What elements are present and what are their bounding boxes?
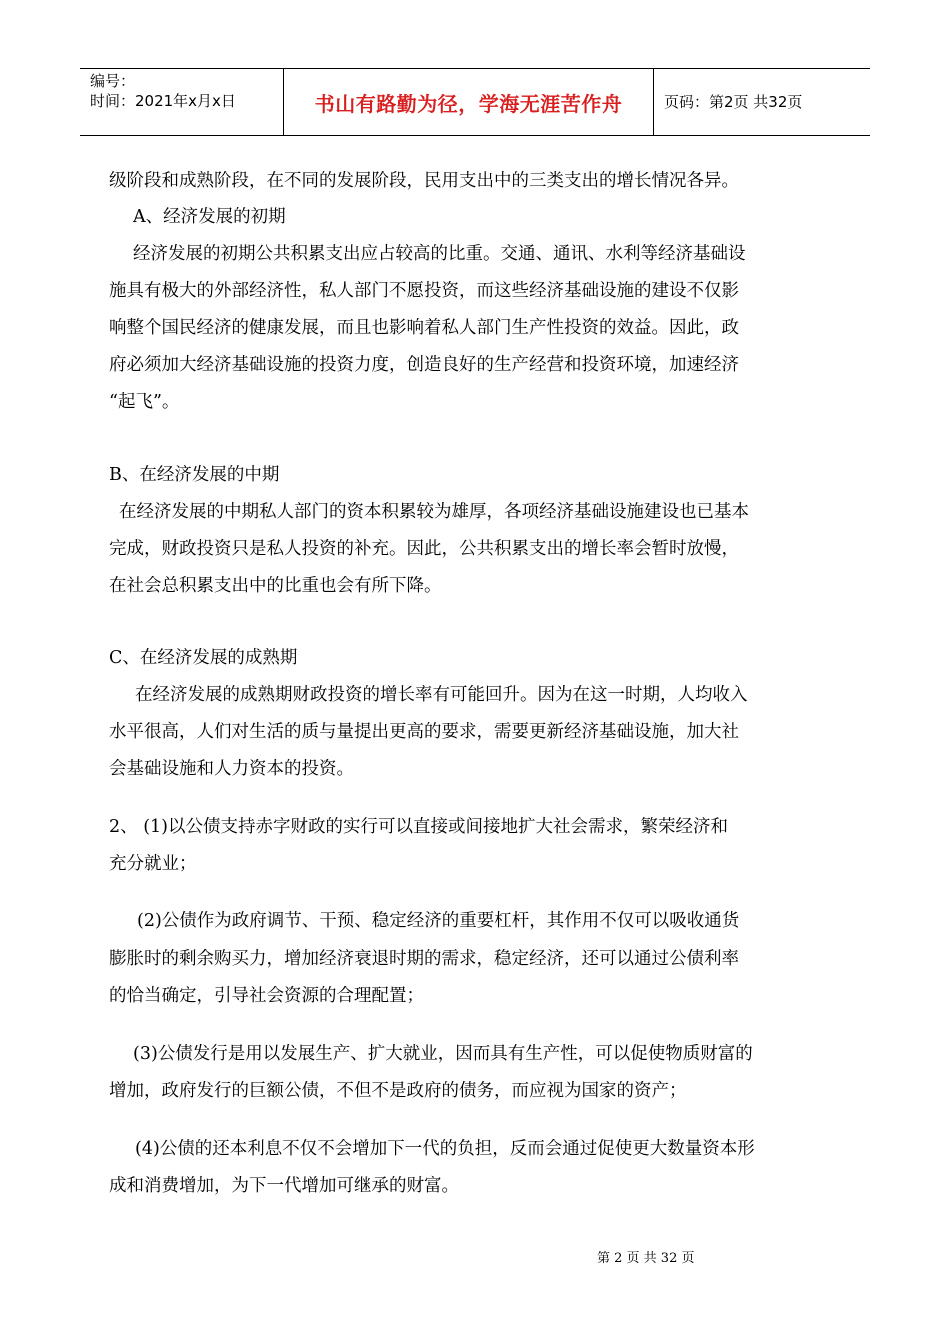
body-line: 膨胀时的剩余购买力，增加经济衰退时期的需求，稳定经济，还可以通过公债利率 — [109, 949, 739, 969]
body-line: (4)公债的还本利息不仅不会增加下一代的负担，反而会通过促使更大数量资本形 — [135, 1139, 755, 1159]
body-line: 在经济发展的成熟期财政投资的增长率有可能回升。因为在这一时期，人均收入 — [135, 685, 748, 705]
body-line: 会基础设施和人力资本的投资。 — [109, 759, 354, 779]
body-line: 府必须加大经济基础设施的投资力度，创造良好的生产经营和投资环境，加速经济 — [109, 355, 739, 375]
body-line: 充分就业； — [109, 854, 197, 874]
page-header — [80, 68, 870, 136]
body-line: 级阶段和成熟阶段，在不同的发展阶段，民用支出中的三类支出的增长情况各异。 — [109, 171, 739, 191]
header-page-cell — [654, 69, 870, 135]
body-line: 增加，政府发行的巨额公债，不但不是政府的债务，而应视为国家的资产； — [109, 1081, 687, 1101]
body-line: 在社会总积累支出中的比重也会有所下降。 — [109, 576, 442, 596]
body-line: 成和消费增加，为下一代增加可继承的财富。 — [109, 1176, 459, 1196]
header-motto: 书山有路勤为径，学海无涯苦作舟 — [314, 91, 623, 116]
document-date: 时间：2021年x月x日 — [90, 92, 236, 110]
body-line: (2)公债作为政府调节、干预、稳定经济的重要杠杆，其作用不仅可以吸收通货 — [137, 911, 740, 931]
header-page-info: 页码：第2页 共32页 — [664, 93, 803, 111]
section-heading-c: C、在经济发展的成熟期 — [109, 648, 298, 668]
document-code-label: 编号： — [90, 72, 136, 90]
page-footer: 第 2 页 共 32 页 — [597, 1251, 695, 1266]
body-line: 经济发展的初期公共积累支出应占较高的比重。交通、通讯、水利等经济基础设 — [133, 244, 746, 264]
header-meta — [80, 69, 283, 135]
body-line: 水平很高，人们对生活的质与量提出更高的要求，需要更新经济基础设施，加大社 — [109, 722, 739, 742]
body-line: 响整个国民经济的健康发展，而且也影响着私人部门生产性投资的效益。因此，政 — [109, 318, 739, 338]
section-heading-b: B、在经济发展的中期 — [109, 465, 280, 485]
body-line: “起飞”。 — [109, 392, 180, 412]
body-line: 在经济发展的中期私人部门的资本积累较为雄厚，各项经济基础设施建设也已基本 — [119, 502, 749, 522]
body-line: 施具有极大的外部经济性，私人部门不愿投资，而这些经济基础设施的建设不仅影 — [109, 281, 739, 301]
body-line: 的恰当确定，引导社会资源的合理配置； — [109, 986, 424, 1006]
body-line: 完成，财政投资只是私人投资的补充。因此，公共积累支出的增长率会暂时放慢， — [109, 539, 739, 559]
numbered-item-2: 2、 (1)以公债支持赤字财政的实行可以直接或间接地扩大社会需求，繁荣经济和 — [109, 817, 728, 837]
section-heading-a: A、经济发展的初期 — [133, 207, 286, 227]
body-line: (3)公债发行是用以发展生产、扩大就业，因而具有生产性，可以促使物质财富的 — [133, 1044, 753, 1064]
header-motto-cell — [283, 69, 654, 135]
